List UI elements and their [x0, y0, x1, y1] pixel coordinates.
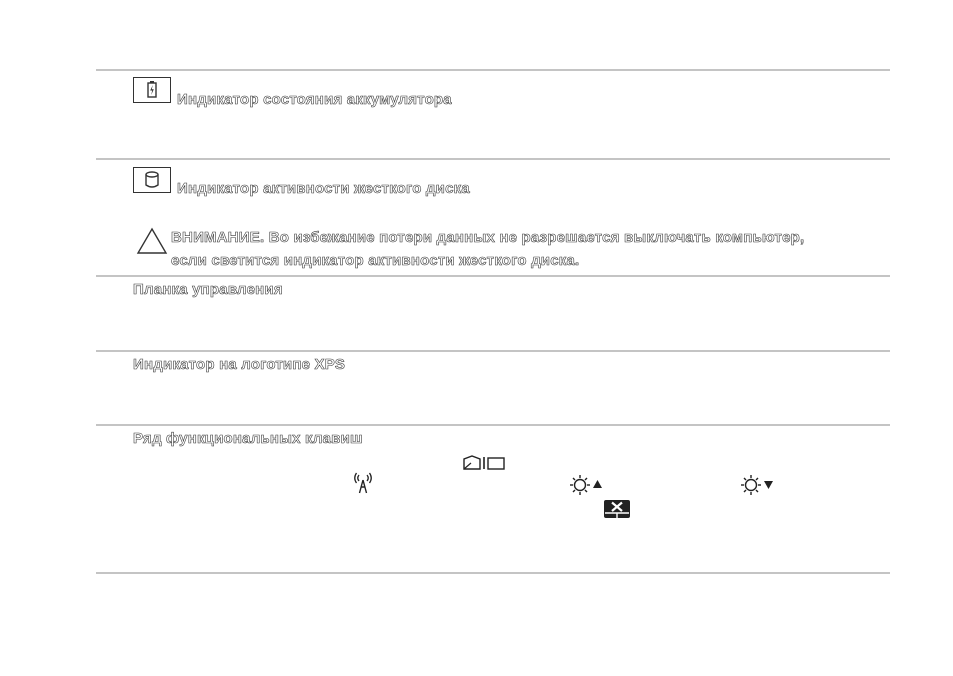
divider-bottom: [96, 572, 890, 574]
warning-text-line2: если светится индикатор активности жесткого диска.: [171, 252, 580, 269]
battery-icon: [133, 77, 171, 103]
divider-top: [96, 69, 890, 71]
display-switch-icon: [461, 455, 507, 471]
function-keys-label: Ряд функциональных клавиш: [133, 430, 363, 447]
xps-logo-indicator-label: Индикатор на логотипе XPS: [133, 356, 346, 373]
divider-2: [96, 275, 890, 277]
battery-indicator-label: Индикатор состояния аккумулятора: [177, 91, 452, 108]
brightness-down-icon: [740, 474, 776, 496]
warning-triangle-icon: [136, 227, 168, 255]
brightness-up-icon: [569, 474, 605, 496]
warning-lead: ВНИМАНИЕ.: [171, 229, 265, 246]
hdd-indicator-label: Индикатор активности жесткого диска: [177, 180, 470, 197]
divider-4: [96, 424, 890, 426]
warning-text-line1: [171, 229, 804, 246]
control-strip-label: Планка управления: [133, 281, 283, 298]
warning-body-1: Во избежание потери данных не разрешается выключать компьютер,: [264, 229, 805, 246]
divider-1: [96, 158, 890, 160]
divider-3: [96, 350, 890, 352]
hard-drive-icon: [133, 167, 171, 193]
touchpad-disable-icon: [603, 499, 631, 519]
wireless-icon: [353, 472, 373, 494]
